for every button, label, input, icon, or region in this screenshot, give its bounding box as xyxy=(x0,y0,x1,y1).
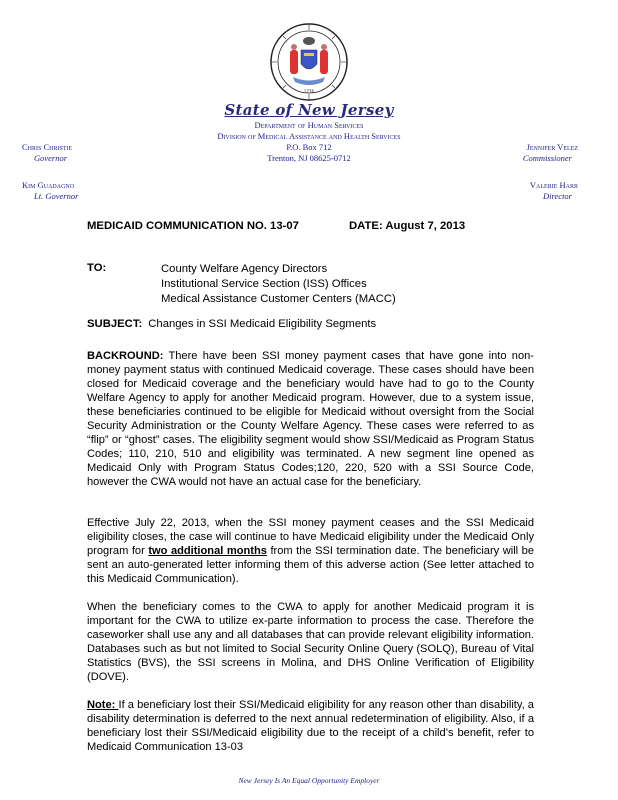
effective-text-before: Effective July 22, 2013, when the SSI money payment ceases and the SSI Medicaid eligibility closes, the case will continue to have Medicaid eligibility under the Medicaid Only program for xyxy=(87,517,534,557)
po-box: P.O. Box 712 xyxy=(286,142,332,152)
governor-block xyxy=(22,142,72,164)
note-text: If a beneficiary lost their SSI/Medicaid eligibility for any reason other than disability, a disability determination is deferred to the next annual redetermination of eligibility. Also, if a beneficiary lost their SSI/Medicaid eligibility due to the receipt of a child’s benefit, refer to Medicaid Communication 13-03 xyxy=(87,699,534,753)
state-seal-icon xyxy=(269,22,349,102)
footer-text: New Jersey Is An Equal Opportunity Employer xyxy=(238,776,380,785)
recipient-item: Institutional Service Section (ISS) Offices xyxy=(161,278,367,290)
effective-paragraph xyxy=(87,516,534,586)
beneficiary-paragraph: When the beneficiary comes to the CWA to apply for another Medicaid program it is important for the CWA to utilize ex-parte information to process the case. Therefore the caseworker shall use any and all databases that can provide relevant eligibility information. Databases such as but not limited to Social Security Online Query (SOLQ), Bureau of Vital Statistics (BVS), the SSI screens in Molina, and DHS Online Verification of Eligibility (DOVE). xyxy=(87,601,534,683)
state-title: State of New Jersey xyxy=(224,101,394,119)
recipient-item: Medical Assistance Customer Centers (MACC) xyxy=(161,293,396,305)
communication-date: DATE: August 7, 2013 xyxy=(349,220,466,232)
lt-governor-block xyxy=(22,180,78,202)
background-label: BACKROUND: xyxy=(87,350,164,362)
subject-line xyxy=(87,318,376,330)
effective-emphasis: two additional months xyxy=(148,545,267,557)
communication-header xyxy=(87,220,466,232)
subject-value: Changes in SSI Medicaid Eligibility Segments xyxy=(148,318,377,330)
city-address: Trenton, NJ 08625-0712 xyxy=(267,153,351,163)
svg-text:1776: 1776 xyxy=(303,89,315,94)
note-paragraph xyxy=(87,698,534,754)
lt-governor-role: Lt. Governor xyxy=(34,191,79,201)
to-label: TO: xyxy=(87,262,107,274)
director-block xyxy=(530,180,578,202)
governor-name: Chris Christie xyxy=(22,142,73,152)
lt-governor-name: Kim Guadagno xyxy=(22,180,75,190)
communication-number: MEDICAID COMMUNICATION NO. 13-07 xyxy=(87,220,299,232)
background-paragraph xyxy=(87,349,534,489)
commissioner-block xyxy=(523,142,578,164)
director-name: Valerie Harr xyxy=(529,180,578,190)
effective-text-after: from the SSI termination date. The beneficiary will be sent an auto-generated letter informing them of this adverse action (See letter attached to this Medicaid Communication). xyxy=(87,545,535,585)
recipient-item: County Welfare Agency Directors xyxy=(161,263,328,275)
commissioner-role: Commissioner xyxy=(522,153,572,163)
note-label: Note: xyxy=(87,699,119,711)
subject-label: SUBJECT: xyxy=(87,318,143,330)
commissioner-name: Jennifer Velez xyxy=(526,142,578,152)
recipient-list xyxy=(161,262,396,307)
director-role: Director xyxy=(543,191,572,201)
background-text: There have been SSI money payment cases that have gone into non-money payment status with continued Medicaid coverage. These cases should have been closed for Medicaid coverage and the beneficiary would have had to go to the County Welfare Agency to apply for another Medicaid program. However, due to a system issue, these beneficiaries continued to be eligible for Medicaid without oversight from the Social Security Administration or the County Welfare Agency. These cases were referred to as “flip” or “ghost” cases. The eligibility segment would show SSI/Medicaid as Program Status Codes; 110, 210, 510 and eligibility was terminated. A new segment line opened as Medicaid Only with Program Status Codes;120, 220, 520 with a SSI Source Code, however the CWA would not have an actual case for the beneficiary. xyxy=(87,350,534,488)
department-name: Department of Human Services xyxy=(254,120,364,130)
governor-role: Governor xyxy=(34,153,68,163)
division-name: Division of Medical Assistance and Health Services xyxy=(217,131,401,141)
